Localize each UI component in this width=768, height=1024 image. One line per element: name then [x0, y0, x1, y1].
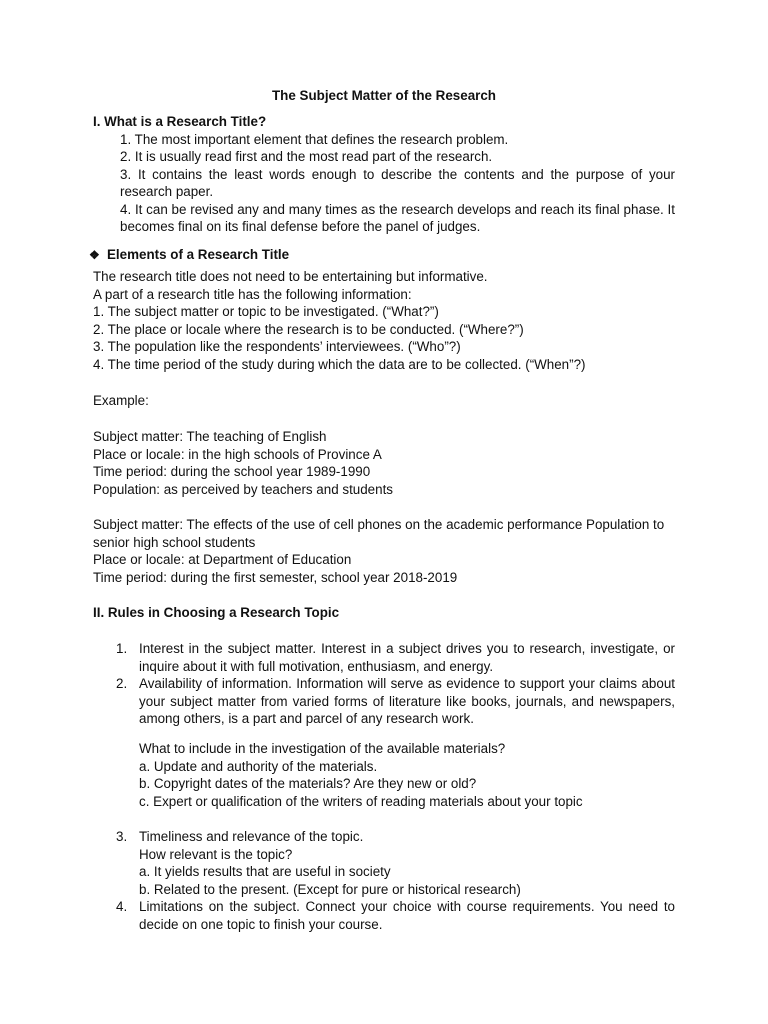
section-elements	[89, 246, 675, 265]
list-number: 4.	[116, 899, 128, 914]
diamond-bullet-icon: ❖	[89, 248, 100, 262]
rules-list-2	[93, 828, 675, 933]
rules-list	[93, 640, 675, 728]
section-heading: II. Rules in Choosing a Research Topic	[93, 605, 340, 620]
rule2-detail	[93, 740, 675, 810]
list-item: 1. The most important element that defines the research problem.	[120, 131, 509, 147]
page-title: The Subject Matter of the Research	[272, 88, 496, 103]
list-item: 2. It is usually read first and the most read part of the research.	[120, 149, 493, 164]
sub-item: b. Copyright dates of the materials? Are they new or old?	[139, 776, 477, 791]
section-what-is-title	[93, 113, 675, 236]
section-heading: I. What is a Research Title?	[93, 114, 267, 129]
list-item	[93, 640, 675, 675]
list-item: 1. The subject matter or topic to be investigated. (“What?”)	[93, 304, 439, 319]
rule-text: Timeliness and relevance of the topic.	[139, 829, 364, 844]
example-line: Place or locale: in the high schools of Province A	[93, 446, 382, 462]
subsection-heading-text: Elements of a Research Title	[107, 247, 290, 262]
example-line: Subject matter: The teaching of English	[93, 429, 327, 444]
example-line: Place or locale: at Department of Education	[93, 552, 352, 567]
paragraph: The research title does not need to be entertaining but informative.	[93, 269, 488, 284]
example-line: Subject matter: The effects of the use of cell phones on the academic performance Population to senior high school students	[93, 517, 665, 550]
list-item: 4. It can be revised any and many times as the research develops and reach its final phase. It becomes final on its final defense before the panel of judges.	[120, 201, 675, 234]
question-text: What to include in the investigation of the available materials?	[139, 741, 506, 756]
example-line: Population: as perceived by teachers and students	[93, 481, 393, 497]
list-item: 4. The time period of the study during which the data are to be collected. (“When”?)	[93, 356, 586, 372]
list-item: 3. It contains the least words enough to describe the contents and the purpose of your research paper.	[120, 166, 675, 199]
example-line: Time period: during the first semester, school year 2018-2019	[93, 569, 458, 585]
list-number: 2.	[116, 676, 128, 691]
rule-text: Interest in the subject matter. Interest in a subject drives you to research, investigate, or inquire about it with full motivation, enthusiasm, and energy.	[139, 641, 675, 674]
sub-item: a. Update and authority of the materials.	[139, 758, 378, 774]
list-item: 3. The population like the respondents’ interviewees. (“Who”?)	[93, 339, 461, 354]
example-1	[93, 428, 675, 498]
rule-text: Availability of information. Information will serve as evidence to support your claims about your subject matter from varied forms of literature like books, journals, and newspapers, among others, is a part and parcel of any research work.	[139, 676, 675, 726]
sub-item: c. Expert or qualification of the writers of reading materials about your topic	[139, 793, 583, 809]
list-item	[93, 898, 675, 933]
example-2	[93, 516, 675, 586]
sub-item: a. It yields results that are useful in society	[139, 864, 391, 879]
example-line: Time period: during the school year 1989-1990	[93, 464, 371, 479]
sub-item: b. Related to the present. (Except for pure or historical research)	[139, 881, 521, 897]
question-text: How relevant is the topic?	[139, 846, 293, 862]
list-number: 1.	[116, 641, 128, 656]
elements-body	[93, 268, 675, 373]
list-item: 2. The place or locale where the research is to be conducted. (“Where?”)	[93, 321, 524, 337]
example-label: Example:	[93, 393, 149, 408]
list-number: 3.	[116, 829, 128, 844]
subsection-heading	[89, 246, 675, 265]
list-item	[93, 675, 675, 728]
rule-text: Limitations on the subject. Connect your choice with course requirements. You need to decide on one topic to finish your course.	[139, 899, 675, 932]
list-item	[93, 828, 675, 898]
paragraph: A part of a research title has the following information:	[93, 286, 412, 302]
